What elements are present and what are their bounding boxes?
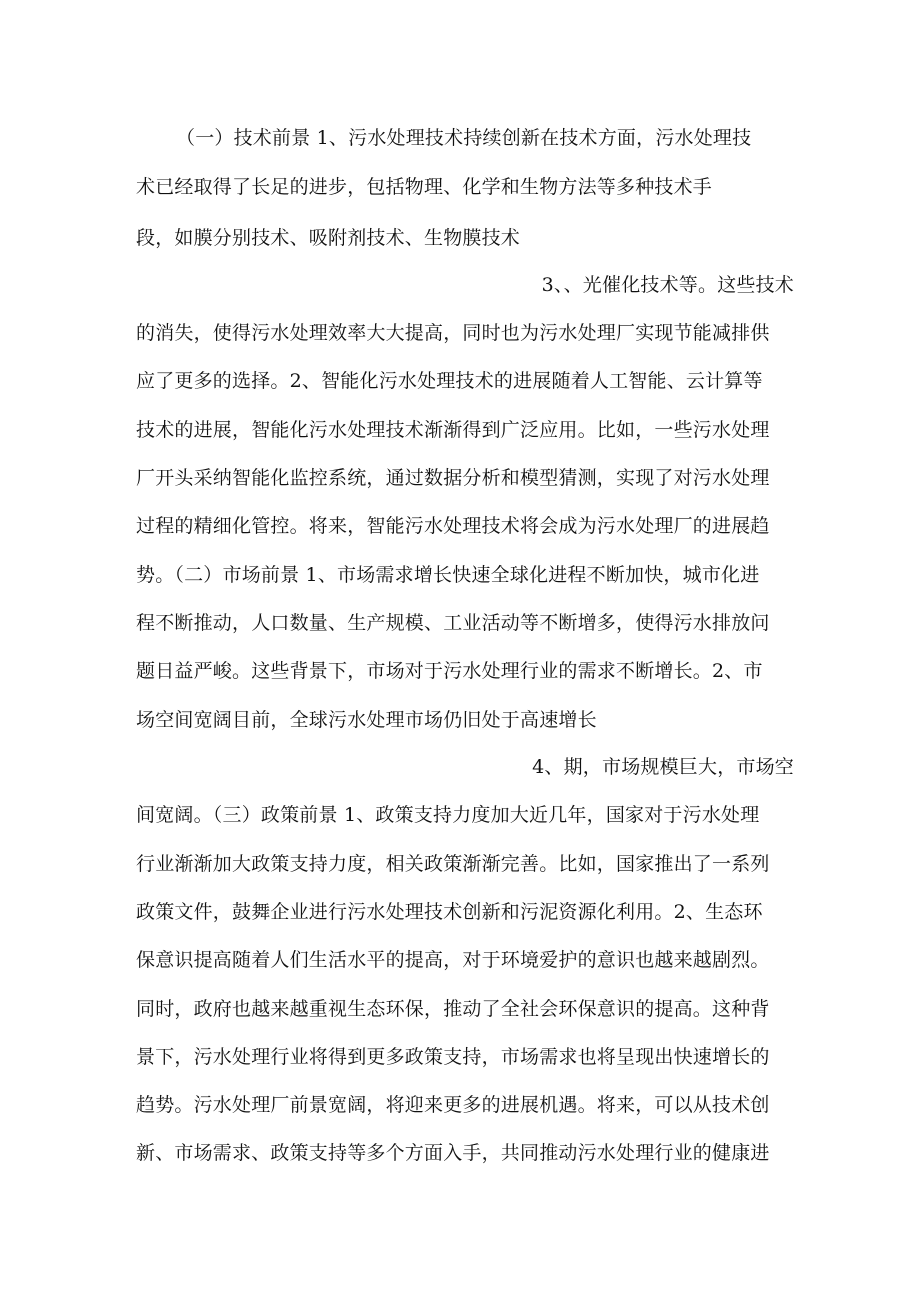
text-line: 段，如膜分别技术、吸附剂技术、生物膜技术: [136, 227, 521, 249]
text-line: 行业渐渐加大政策支持力度，相关政策渐渐完善。比如，国家推出了一系列: [136, 853, 770, 875]
text-line: 的消失，使得污水处理效率大大提高，同时也为污水处理厂实现节能减排供: [136, 322, 770, 344]
text-line: 势。（二）市场前景 1、市场需求增长快速全球化进程不断加快，城市化进: [136, 564, 760, 586]
text-line: （一）技术前景 1、污水处理技术持续创新在技术方面，污水处理技: [176, 127, 752, 149]
text-line: 政策文件，鼓舞企业进行污水处理技术创新和污泥资源化利用。2、生态环: [136, 901, 763, 923]
text-line: 应了更多的选择。2、智能化污水处理技术的进展随着人工智能、云计算等: [136, 370, 763, 392]
text-line: 保意识提高随着人们生活水平的提高，对于环境爱护的意识也越来越剧烈。: [136, 949, 770, 971]
text-line: 趋势。污水处理厂前景宽阔，将迎来更多的进展机遇。将来，可以从技术创: [136, 1094, 770, 1116]
text-line: 术已经取得了长足的进步，包括物理、化学和生物方法等多种技术手: [136, 176, 713, 198]
text-line: 过程的精细化管控。将来，智能污水处理技术将会成为污水处理厂的进展趋: [136, 515, 770, 537]
text-line: 场空间宽阔目前，全球污水处理市场仍旧处于高速增长: [136, 709, 597, 731]
text-line: 同时，政府也越来越重视生态环保，推动了全社会环保意识的提高。这种背: [136, 998, 770, 1020]
text-line: 厂开头采纳智能化监控系统，通过数据分析和模型猜测，实现了对污水处理: [136, 467, 770, 489]
text-line: 3、、光催化技术等。这些技术: [541, 274, 794, 296]
text-line: 技术的进展，智能化污水处理技术渐渐得到广泛应用。比如，一些污水处理: [136, 419, 770, 441]
text-line: 景下，污水处理行业将得到更多政策支持，市场需求也将呈现出快速增长的: [136, 1046, 770, 1068]
text-line: 4、期，市场规模巨大，市场空: [532, 756, 794, 778]
text-line: 新、市场需求、政策支持等多个方面入手，共同推动污水处理行业的健康进: [136, 1142, 770, 1164]
text-line: 间宽阔。（三）政策前景 1、政策支持力度加大近几年，国家对于污水处理: [136, 804, 760, 826]
text-line: 程不断推动，人口数量、生产规模、工业活动等不断增多，使得污水排放问: [136, 612, 770, 634]
text-line: 题日益严峻。这些背景下，市场对于污水处理行业的需求不断增长。2、市: [136, 660, 763, 682]
